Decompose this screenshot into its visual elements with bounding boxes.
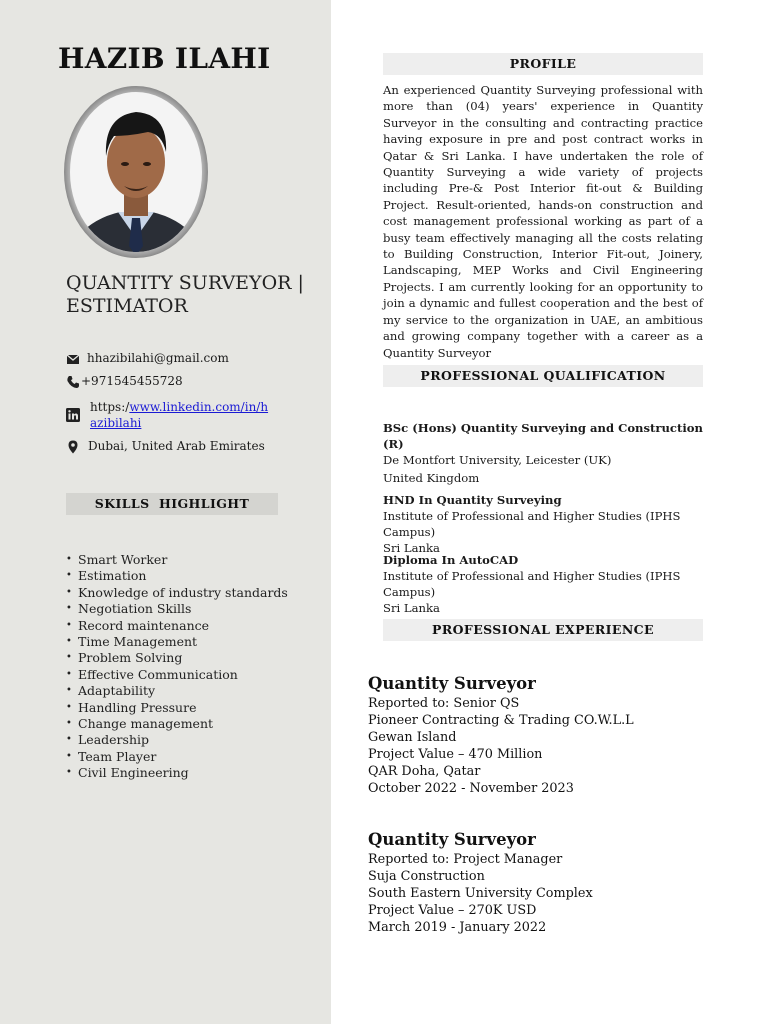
job-title: QUANTITY SURVEYOR | ESTIMATOR — [66, 272, 304, 317]
location-text: Dubai, United Arab Emirates — [88, 439, 265, 453]
linkedin-link[interactable]: www.linkedin.com/in/hazibilahi — [90, 400, 269, 430]
contact-linkedin — [66, 399, 276, 431]
qualification-title: HND In Quantity Surveying — [383, 493, 562, 507]
skills-list — [66, 552, 288, 782]
skills-heading: SKILLS HIGHLIGHT — [66, 493, 278, 515]
qualification-line: Sri Lanka — [383, 601, 440, 615]
profile-photo — [64, 86, 208, 258]
qualification-line: United Kingdom — [383, 471, 480, 485]
qualification-title: Diploma In AutoCAD — [383, 553, 519, 567]
skill-item: • Time Management — [66, 634, 288, 650]
experience-heading: PROFESSIONAL EXPERIENCE — [383, 619, 703, 641]
experience-line: Reported to: Project Manager — [368, 852, 563, 867]
linkedin-text — [90, 399, 270, 431]
sidebar — [0, 0, 331, 1024]
contact-email — [66, 351, 229, 366]
experience-line: Pioneer Contracting & Trading CO.W.L.L — [368, 713, 634, 728]
main-content — [331, 0, 768, 1024]
qualification-title: BSc (Hons) Quantity Surveying and Construction (R) — [383, 421, 703, 451]
experience-line: QAR Doha, Qatar — [368, 764, 481, 779]
qualification-line: Institute of Professional and Higher Studies (IPHS Campus) — [383, 509, 681, 539]
experience-line: Project Value – 270K USD — [368, 903, 537, 918]
experience-line: Suja Construction — [368, 869, 485, 884]
experience-line: South Eastern University Complex — [368, 886, 593, 901]
experience-line: March 2019 - January 2022 — [368, 920, 547, 935]
qualification-line: De Montfort University, Leicester (UK) — [383, 453, 612, 467]
experience-title: Quantity Surveyor — [368, 674, 536, 693]
qualification-line: Sri Lanka — [383, 541, 440, 555]
skill-item: • Effective Communication — [66, 667, 288, 683]
phone-text: +971545455728 — [81, 374, 183, 388]
skill-item: • Change management — [66, 716, 288, 732]
experience-title: Quantity Surveyor — [368, 830, 536, 849]
experience-line: Project Value – 470 Million — [368, 747, 543, 762]
experience-line: Gewan Island — [368, 730, 457, 745]
qualification-item — [383, 552, 723, 616]
experience-item — [368, 673, 748, 797]
email-icon — [66, 352, 80, 366]
experience-line: Reported to: Senior QS — [368, 696, 520, 711]
skill-item: • Problem Solving — [66, 650, 288, 666]
contact-phone — [66, 374, 183, 389]
skill-item: • Adaptability — [66, 683, 288, 699]
skill-item: • Leadership — [66, 732, 288, 748]
skill-item: • Knowledge of industry standards — [66, 585, 288, 601]
phone-icon — [66, 375, 80, 389]
email-text: hhazibilahi@gmail.com — [87, 351, 229, 365]
qualification-item — [383, 492, 723, 556]
linkedin-icon — [66, 408, 80, 422]
profile-text: An experienced Quantity Surveying professional with more than (04) years' experience in Quantity Surveyor in the consulting and contracting practice having exposure in pre and post contract works in Qatar & Sri Lanka. I have undertaken the role of Quantity Surveying a wide variety of projects including Pre-& Post Interior fit-out & Building Project. Result-oriented, hands-on construction and cost management professional working as part of a busy team effectively managing all the costs relating to Building Construction, Interior Fit-out, Joinery, Landscaping, MEP Works and Civil Engineering Projects. I am currently looking for an opportunity to join a dynamic and fullest cooperation and the best of my service to the organization in UAE, an ambitious and growing company together with a career as a Quantity Surveyor — [383, 83, 703, 360]
location-pin-icon — [66, 440, 80, 454]
skill-item: • Handling Pressure — [66, 700, 288, 716]
skill-item: • Estimation — [66, 568, 288, 584]
qualification-item — [383, 420, 723, 486]
experience-item — [368, 829, 748, 936]
candidate-name: HAZIB ILAHI — [58, 42, 271, 75]
experience-line: October 2022 - November 2023 — [368, 781, 574, 796]
skill-item: • Team Player — [66, 749, 288, 765]
qualification-heading: PROFESSIONAL QUALIFICATION — [383, 365, 703, 387]
skill-item: • Civil Engineering — [66, 765, 288, 781]
skill-item: • Negotiation Skills — [66, 601, 288, 617]
qualification-line: Institute of Professional and Higher Studies (IPHS Campus) — [383, 569, 681, 599]
skill-item: • Record maintenance — [66, 618, 288, 634]
skill-item: • Smart Worker — [66, 552, 288, 568]
contact-location — [66, 439, 265, 454]
profile-heading: PROFILE — [383, 53, 703, 75]
linkedin-prefix: https:/ — [90, 400, 130, 414]
